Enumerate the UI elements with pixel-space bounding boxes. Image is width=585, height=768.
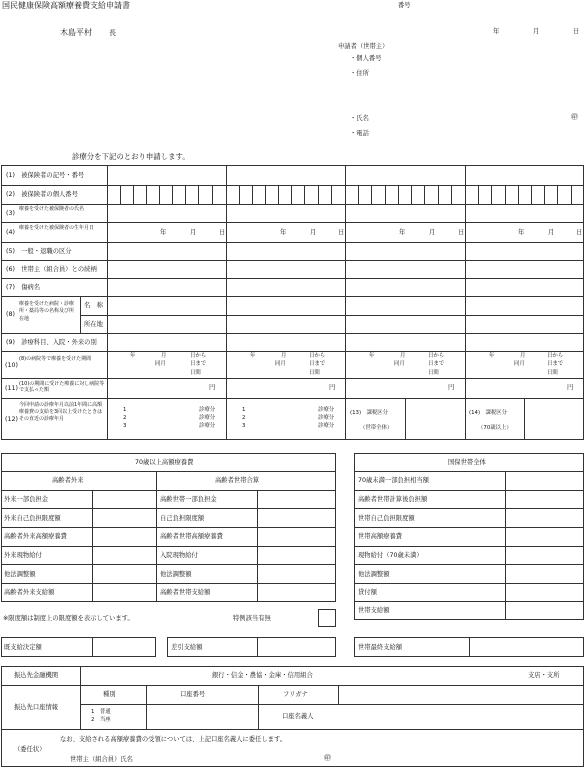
elderly-outpatient-title: 高齢者外来 xyxy=(52,477,84,484)
row-2-label: (2) 被保険者の個人番号 xyxy=(6,191,78,198)
row-5-label: (5) 一般・退職の区分 xyxy=(6,248,72,255)
recent-month-2: 診療分 xyxy=(318,415,335,421)
birth-year: 年 xyxy=(280,229,287,236)
account-number-label: 口座番号 xyxy=(180,691,206,698)
recent-month-1: 診療分 xyxy=(199,407,216,413)
calc-right-5: 他法調整額 xyxy=(358,571,390,578)
calc-middle-2: 高齢者世帯高額療養費 xyxy=(160,533,223,540)
recent-n2: 2 xyxy=(123,415,127,421)
recent-n3: 3 xyxy=(123,423,127,429)
recent-n1: 1 xyxy=(242,407,246,413)
period-same-month: 同月 xyxy=(514,361,525,367)
over70-title: 70歳以上高額療養費 xyxy=(135,459,194,466)
calc-right-3: 世帯高額療養費 xyxy=(358,533,403,540)
applicant-label: 申請者（世帯主） xyxy=(338,43,389,50)
birth-day: 日 xyxy=(576,229,583,236)
period-year: 年 xyxy=(489,353,495,359)
seal-mark: ㊞ xyxy=(571,113,578,121)
calc-left-5: 高齢者外来支給額 xyxy=(4,589,55,596)
tax-category-over70: (14) 課税区分 xyxy=(469,410,508,416)
birth-day: 日 xyxy=(219,229,226,236)
period-days: 日間 xyxy=(547,370,558,376)
yen-unit: 円 xyxy=(329,384,336,391)
decided-amount-label: 既支給決定額 xyxy=(4,644,42,651)
yen-unit: 円 xyxy=(567,384,574,391)
recent-n1: 1 xyxy=(123,407,127,413)
period-days: 日間 xyxy=(190,370,201,376)
row-8-name-label: 名 称 xyxy=(84,302,103,309)
number-label: 番号 xyxy=(398,2,411,9)
row-8-label: 療養を受けた病院・診療所・薬局等の名称及び所在地 xyxy=(19,301,75,322)
address-label: ・住所 xyxy=(350,70,369,77)
yen-unit: 円 xyxy=(448,384,455,391)
recent-month-2: 診療分 xyxy=(199,415,216,421)
period-from: 日から xyxy=(190,353,207,359)
period-from: 日から xyxy=(309,353,326,359)
birth-day: 日 xyxy=(338,229,345,236)
calc-right-0: 70歳未満一部負担相当額 xyxy=(358,477,429,484)
row-4-num: (4) xyxy=(6,229,15,236)
calc-right-4: 現物給付（70歳未満） xyxy=(358,552,423,559)
period-to: 日まで xyxy=(428,361,445,367)
page-title: 国民健康保険高額療養費支給申請書 xyxy=(2,1,130,10)
tax-category-household-sub: （世帯全体） xyxy=(360,425,393,431)
individual-number-label: ・個人番号 xyxy=(350,55,382,62)
birth-month: 月 xyxy=(310,229,317,236)
row-12-num: (12) xyxy=(5,416,18,423)
recent-n3: 3 xyxy=(242,423,246,429)
final-amount-label: 世帯最終支給額 xyxy=(358,644,403,651)
calc-right-6: 貸付額 xyxy=(358,589,377,596)
period-from: 日から xyxy=(428,353,445,359)
recent-month-3: 診療分 xyxy=(318,423,335,429)
special-case-label: 特例該当有無 xyxy=(233,615,271,622)
birth-month: 月 xyxy=(190,229,197,236)
date-day: 日 xyxy=(573,28,580,35)
householder-seal: ㊞ xyxy=(324,754,331,762)
deduction-amount-label: 差引支給額 xyxy=(171,644,203,651)
phone-label: ・電話 xyxy=(350,130,369,137)
recent-month-1: 診療分 xyxy=(318,407,335,413)
birth-year: 年 xyxy=(518,229,525,236)
birth-year: 年 xyxy=(160,229,167,236)
period-month: 月 xyxy=(400,353,406,359)
delegation-label: （委任状） xyxy=(14,746,46,753)
statement: 診療分を下記のとおり申請します。 xyxy=(72,152,190,161)
birth-month: 月 xyxy=(429,229,436,236)
account-type-options: 1 普通 2 当座 xyxy=(91,709,111,723)
calc-left-0: 外来一部負担金 xyxy=(4,496,49,503)
birth-year: 年 xyxy=(399,229,406,236)
account-holder-label: 口座名義人 xyxy=(282,713,314,720)
yen-unit: 円 xyxy=(209,384,216,391)
recent-month-3: 診療分 xyxy=(199,423,216,429)
row-4-label: 療養を受けた被保険者の生年月日 xyxy=(19,225,95,231)
calc-right-2: 世帯自己負担限度額 xyxy=(358,515,415,522)
calc-middle-5: 高齢者世帯支給額 xyxy=(160,589,211,596)
recent-n2: 2 xyxy=(242,415,246,421)
period-same-month: 同月 xyxy=(394,361,405,367)
period-to: 日まで xyxy=(547,361,564,367)
row-8-num: (8) xyxy=(6,311,15,318)
period-month: 月 xyxy=(161,353,167,359)
institution-types: 銀行・信金・農協・金庫・信用組合 xyxy=(212,672,313,679)
period-to: 日まで xyxy=(309,361,326,367)
period-year: 年 xyxy=(369,353,375,359)
branch-label: 支店・支所 xyxy=(528,672,560,679)
household-title: 国保世帯全体 xyxy=(448,459,486,466)
row-11-num: (11) xyxy=(5,385,18,392)
row-3-label: 療養を受けた被保険者の氏名 xyxy=(19,206,85,212)
calc-left-2: 高齢者外来高額療養費 xyxy=(4,533,67,540)
period-month: 月 xyxy=(281,353,287,359)
row-12-label: 今回申請の診療年月以前1年間に高額療養費の支給を3回以上受けたときはその直近の診療年月 xyxy=(19,402,103,422)
row-8-address-label: 所在地 xyxy=(84,321,103,328)
addressee-suffix: 長 xyxy=(109,29,116,37)
birth-day: 日 xyxy=(458,229,465,236)
period-days: 日間 xyxy=(309,370,320,376)
limit-note: ※限度額は制度上の限度額を表示しています。 xyxy=(3,615,134,622)
date-month: 月 xyxy=(533,28,540,35)
row-6-label: (6) 世帯主（組合員）との続柄 xyxy=(6,266,97,273)
calc-left-1: 外来自己負担限度額 xyxy=(4,515,61,522)
period-year: 年 xyxy=(130,353,136,359)
account-type-label: 種別 xyxy=(103,691,116,698)
account-info-label: 振込先口座情報 xyxy=(14,704,59,711)
period-to: 日まで xyxy=(190,361,207,367)
period-same-month: 同月 xyxy=(275,361,286,367)
delegation-statement: なお、支給される高額療養費の受領については、上記口座名義人に委任します。 xyxy=(60,736,287,743)
furigana-label: フリガナ xyxy=(283,691,308,698)
period-year: 年 xyxy=(250,353,256,359)
tax-category-household: (13) 課税区分 xyxy=(350,410,389,416)
period-month: 月 xyxy=(520,353,526,359)
calc-left-3: 外来現物給付 xyxy=(4,552,42,559)
row-9-label: (9) 診療科目、入院・外来の別 xyxy=(6,339,97,346)
institution-label: 振込先金融機関 xyxy=(14,672,59,679)
householder-name-label: 世帯主（組合員）氏名 xyxy=(70,756,133,763)
period-same-month: 同月 xyxy=(155,361,166,367)
calc-middle-0: 高齢世帯一部負担金 xyxy=(160,496,217,503)
tax-category-over70-sub: （70歳以上） xyxy=(478,425,512,431)
calc-left-4: 他法調整額 xyxy=(4,571,36,578)
period-from: 日から xyxy=(547,353,564,359)
calc-middle-1: 自己負担限度額 xyxy=(160,515,205,522)
elderly-household-title: 高齢者世帯合算 xyxy=(215,477,260,484)
name-label: ・氏名 xyxy=(350,115,369,122)
row-10-label: (8)の病院等で療養を受けた期間 xyxy=(19,356,92,362)
special-case-box[interactable] xyxy=(318,609,336,627)
date-year: 年 xyxy=(493,28,500,35)
period-days: 日間 xyxy=(428,370,439,376)
calc-middle-4: 他法調整額 xyxy=(160,571,192,578)
addressee: 木島平村 xyxy=(60,28,92,37)
row-1-label: (1) 被保険者の記号・番号 xyxy=(6,172,85,179)
row-7-label: (7) 傷病名 xyxy=(6,284,41,291)
calc-right-7: 世帯支給額 xyxy=(358,607,390,614)
row-10-num: (10) xyxy=(5,362,18,369)
calc-right-1: 高齢者世帯計算後負担額 xyxy=(358,496,428,503)
birth-month: 月 xyxy=(548,229,555,236)
row-11-label: (10)の期間に受けた療養に対し病院等で支払った額 xyxy=(19,381,105,393)
calc-middle-3: 入院現物給付 xyxy=(160,552,198,559)
row-3-num: (3) xyxy=(6,210,15,217)
